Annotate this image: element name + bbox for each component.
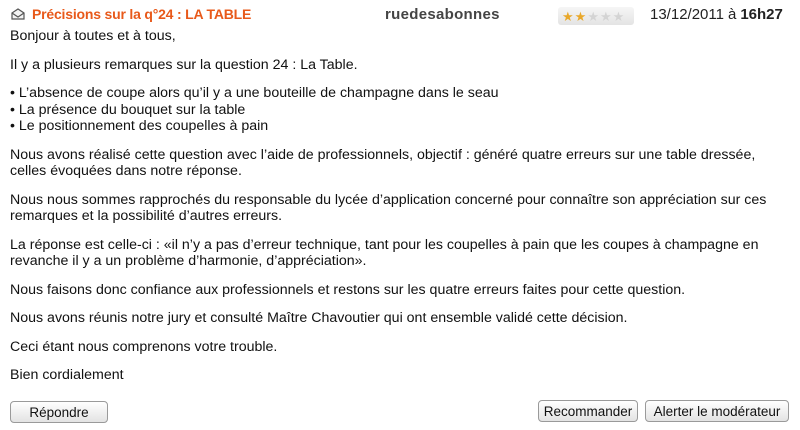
star-icon: ★	[562, 8, 574, 24]
rating-stars	[558, 7, 634, 25]
post-title[interactable]: Précisions sur la q°24 : LA TABLE	[32, 6, 252, 22]
star-icon: ★	[599, 8, 612, 24]
post-body	[10, 28, 790, 396]
paragraph: Nous nous sommes rapprochés du responsable du lycée d’application concerné pour connaître son appréciation sur ces remarques et la possibilité d’autres erreurs.	[10, 191, 767, 224]
list-item: • L’absence de coupe alors qu’il y a une bouteille de champagne dans le seau	[10, 85, 790, 102]
star-icon: ★	[587, 8, 599, 24]
star-icon: ★	[574, 8, 587, 24]
post-author[interactable]: ruedesabonnes	[385, 6, 500, 23]
reply-button[interactable]: Répondre	[10, 401, 108, 423]
paragraph: Nous avons réalisé cette question avec l’aide de professionnels, objectif : généré quatre erreurs sur une table dressée, celles évoquées dans notre réponse.	[10, 146, 756, 179]
post-date-value: 13/12/2011	[650, 6, 724, 23]
intro: Il y a plusieurs remarques sur la question 24 : La Table.	[10, 56, 358, 73]
envelope-icon	[10, 7, 26, 21]
recommend-button[interactable]: Recommander	[538, 400, 638, 422]
list-item: • La présence du bouquet sur la table	[10, 102, 790, 119]
greeting: Bonjour à toutes et à tous,	[10, 28, 176, 44]
paragraph: Nous avons réunis notre jury et consulté Maître Chavoutier qui ont ensemble validé cette décision.	[10, 310, 628, 326]
post-time: 16h27	[740, 6, 783, 23]
paragraph: La réponse est celle-ci : «il n’y a pas d’erreur technique, tant pour les coupelles à pain que les coupes à champagne en revanche il y a un problème d’harmonie, d’appréciation».	[10, 236, 759, 269]
remarks-list	[10, 85, 790, 135]
alert-moderator-button[interactable]: Alerter le modérateur	[645, 400, 789, 422]
list-item: • Le positionnement des coupelles à pain	[10, 118, 790, 135]
closing: Bien cordialement	[10, 367, 124, 383]
paragraph: Nous faisons donc confiance aux professionnels et restons sur les quatre erreurs faites pour cette question.	[10, 281, 686, 298]
paragraph: Ceci étant nous comprenons votre trouble.	[10, 338, 278, 355]
post-date	[650, 6, 783, 23]
post-title-group[interactable]	[10, 6, 251, 22]
star-icon: ★	[612, 8, 625, 24]
post-date-at: à	[727, 6, 737, 23]
post-header	[0, 0, 800, 28]
